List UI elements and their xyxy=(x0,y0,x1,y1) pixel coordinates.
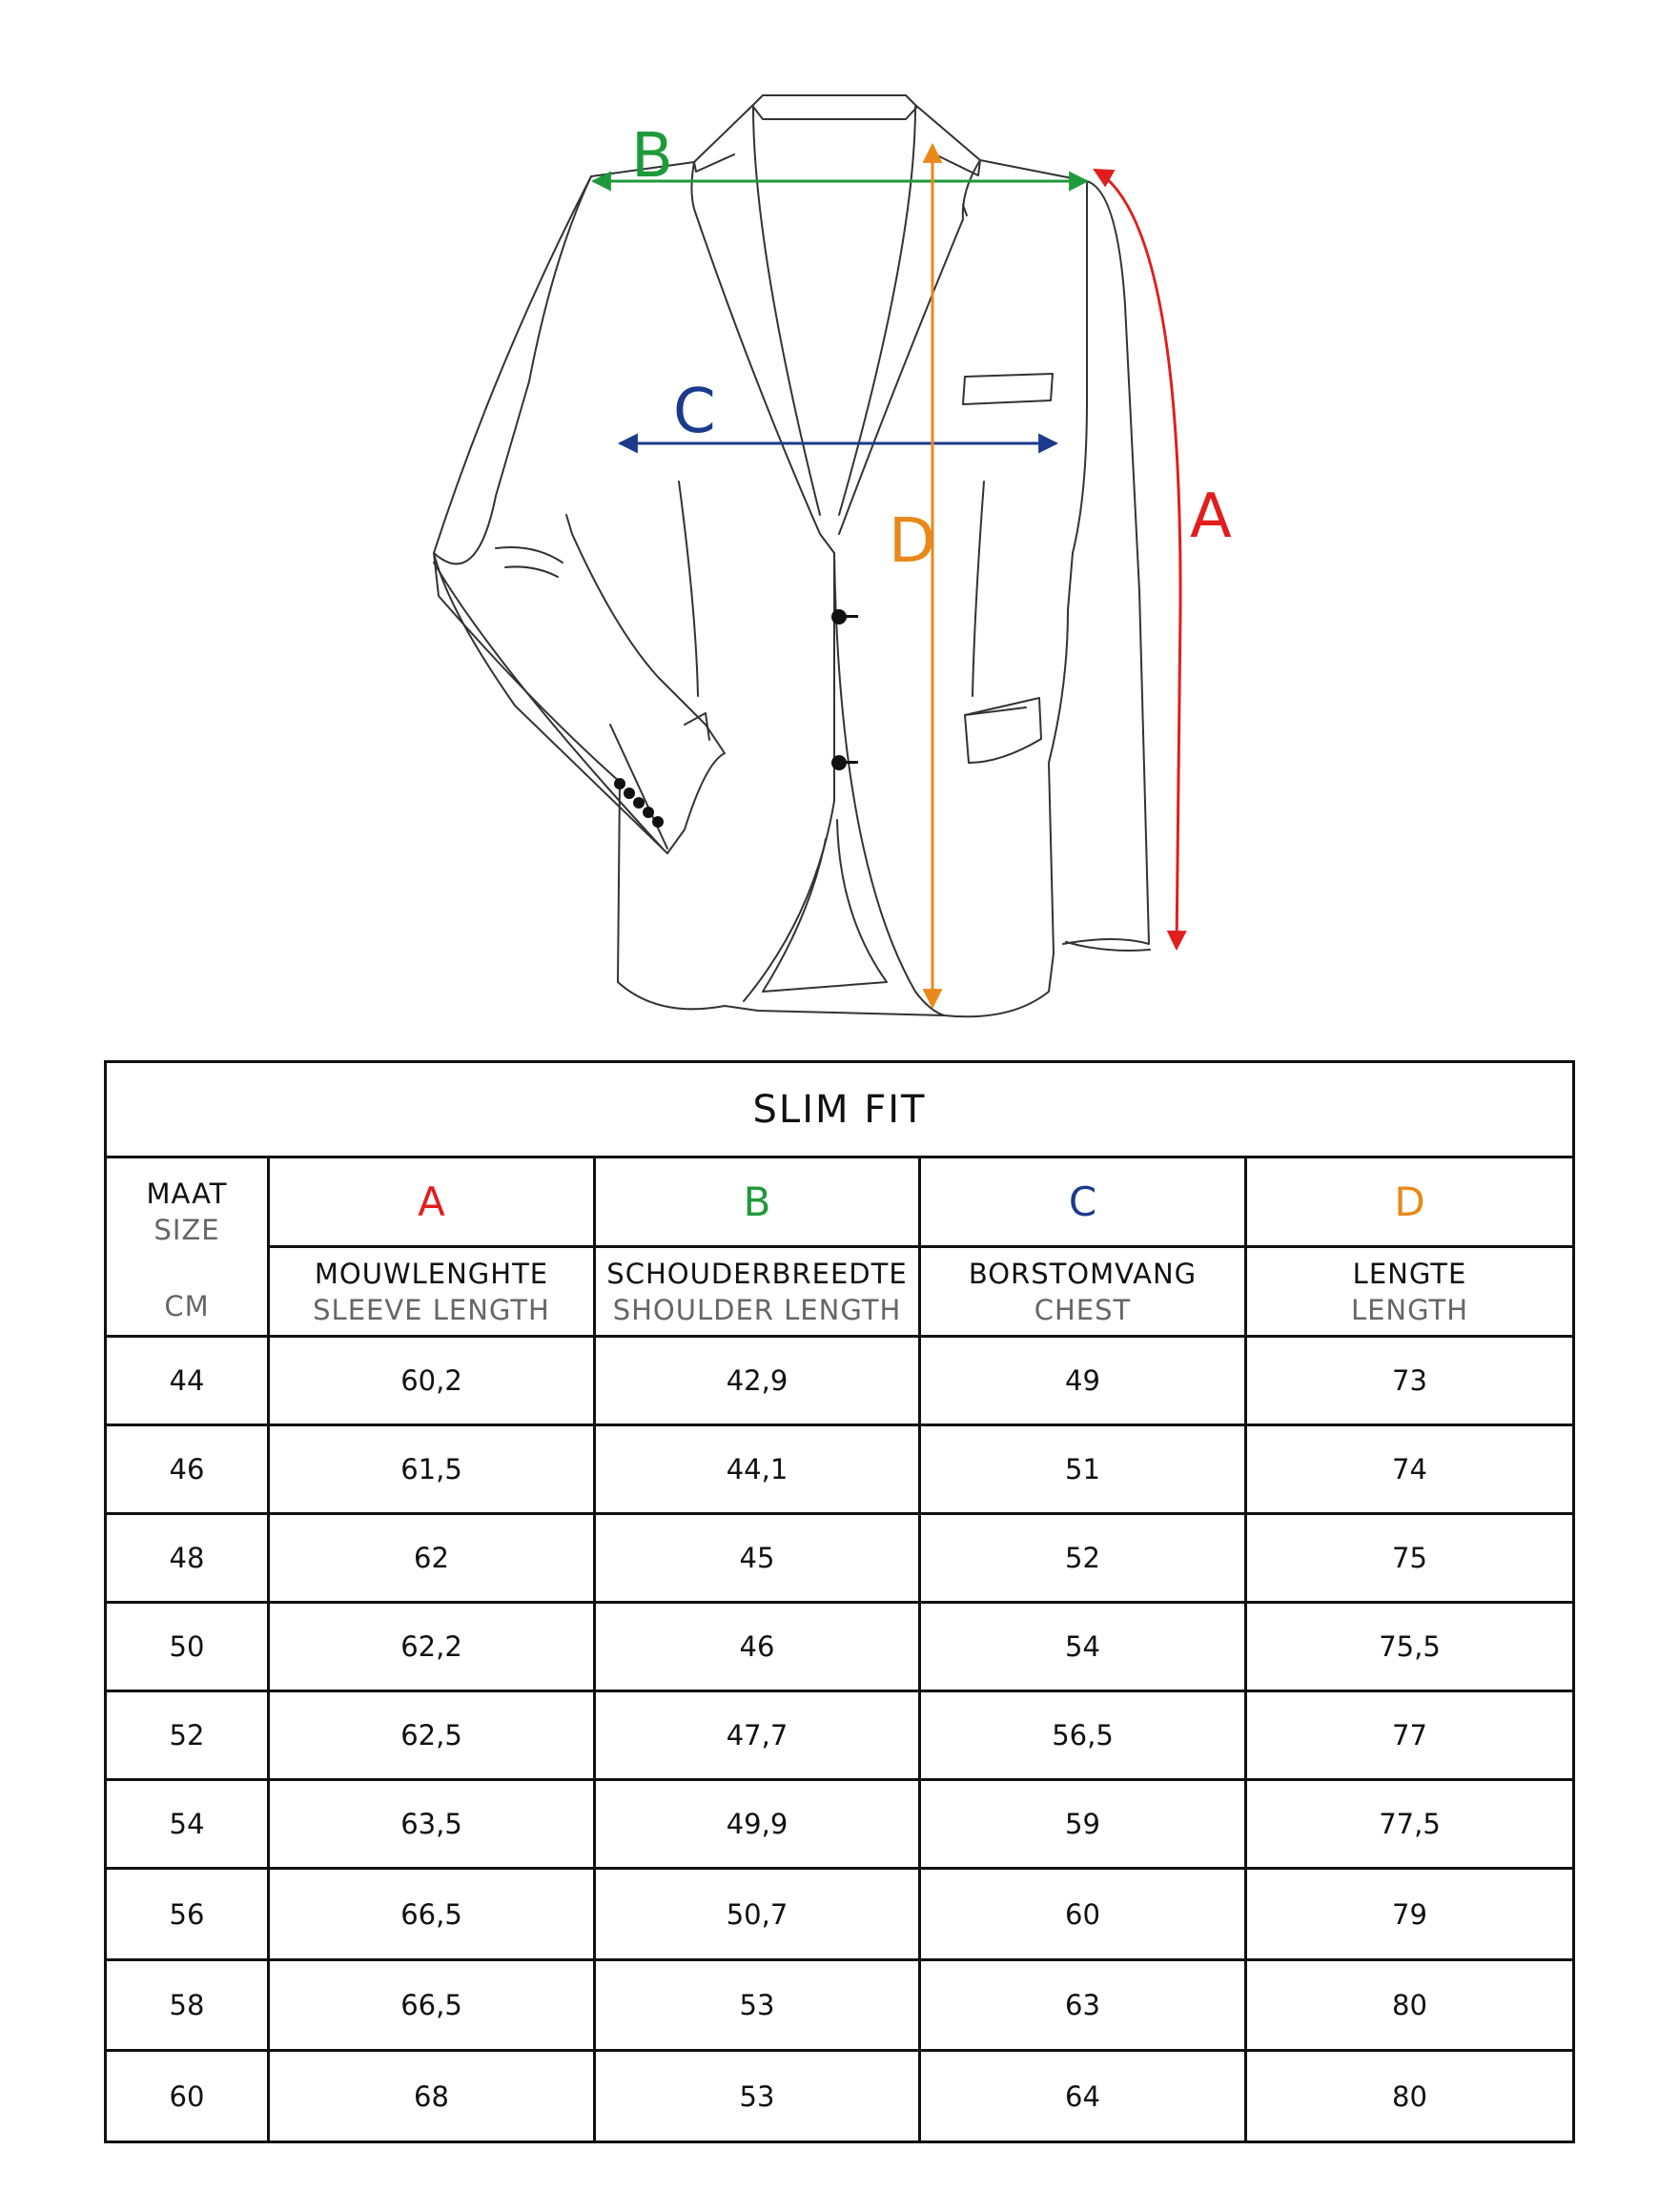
shoulder-length-cell: 44,1 xyxy=(595,1425,920,1514)
table-row xyxy=(106,1960,1574,2051)
shoulder-length-cell: 53 xyxy=(595,2051,920,2142)
column-header-a-en: SLEEVE LENGTH xyxy=(313,1293,550,1326)
table-row xyxy=(106,1514,1574,1603)
column-header-a-nl: MOUWLENGHTE xyxy=(314,1257,549,1290)
length-cell: 79 xyxy=(1246,1869,1574,1960)
size-cell: 56 xyxy=(106,1869,269,1960)
sleeve-length-cell: 66,5 xyxy=(269,1960,595,2051)
table-title: SLIM FIT xyxy=(106,1062,1574,1157)
length-cell: 75 xyxy=(1246,1514,1574,1603)
sleeve-length-cell: 60,2 xyxy=(269,1337,595,1425)
size-cell: 60 xyxy=(106,2051,269,2142)
measure-label-c: C xyxy=(673,377,716,447)
length-cell: 80 xyxy=(1246,1960,1574,2051)
shoulder-length-cell: 53 xyxy=(595,1960,920,2051)
header-name-row xyxy=(106,1247,1574,1337)
length-cell: 74 xyxy=(1246,1425,1574,1514)
jacket-outline xyxy=(434,95,1150,1016)
column-header-c xyxy=(920,1247,1246,1337)
table-title-row xyxy=(106,1062,1574,1157)
chest-cell: 49 xyxy=(920,1337,1246,1425)
chest-cell: 63 xyxy=(920,1960,1246,2051)
size-chart-table xyxy=(104,1060,1575,2143)
column-letter-a: A xyxy=(269,1157,595,1247)
size-header-unit: CM xyxy=(164,1290,210,1322)
size-cell: 50 xyxy=(106,1603,269,1691)
table-row xyxy=(106,1869,1574,1960)
table-row xyxy=(106,1337,1574,1425)
length-cell: 80 xyxy=(1246,2051,1574,2142)
length-cell: 75,5 xyxy=(1246,1603,1574,1691)
sleeve-length-cell: 62,5 xyxy=(269,1691,595,1780)
chest-cell: 64 xyxy=(920,2051,1246,2142)
column-header-c-nl: BORSTOMVANG xyxy=(968,1257,1198,1290)
size-cell: 46 xyxy=(106,1425,269,1514)
table-row xyxy=(106,1425,1574,1514)
size-cell: 54 xyxy=(106,1780,269,1869)
sleeve-length-cell: 66,5 xyxy=(269,1869,595,1960)
chest-cell: 60 xyxy=(920,1869,1246,1960)
column-header-a xyxy=(269,1247,595,1337)
column-header-b-en: SHOULDER LENGTH xyxy=(612,1293,902,1326)
size-cell: 52 xyxy=(106,1691,269,1780)
length-cell: 77 xyxy=(1246,1691,1574,1780)
header-letter-row xyxy=(106,1157,1574,1247)
size-header-en: SIZE xyxy=(154,1214,220,1246)
column-header-d-en: LENGTH xyxy=(1350,1293,1469,1326)
chest-cell: 52 xyxy=(920,1514,1246,1603)
column-header-b-nl: SCHOUDERBREEDTE xyxy=(606,1257,908,1290)
table-row xyxy=(106,1603,1574,1691)
size-cell: 48 xyxy=(106,1514,269,1603)
measure-label-d: D xyxy=(889,506,936,577)
size-header-cell xyxy=(106,1157,269,1337)
sleeve-length-cell: 62,2 xyxy=(269,1603,595,1691)
shoulder-length-cell: 50,7 xyxy=(595,1869,920,1960)
shoulder-length-cell: 42,9 xyxy=(595,1337,920,1425)
size-cell: 44 xyxy=(106,1337,269,1425)
shoulder-length-cell: 46 xyxy=(595,1603,920,1691)
column-header-d-nl: LENGTE xyxy=(1352,1257,1467,1290)
chest-cell: 56,5 xyxy=(920,1691,1246,1780)
shoulder-length-cell: 47,7 xyxy=(595,1691,920,1780)
length-cell: 73 xyxy=(1246,1337,1574,1425)
sleeve-length-cell: 62 xyxy=(269,1514,595,1603)
size-header-nl: MAAT xyxy=(146,1178,228,1210)
jacket-buttons xyxy=(614,609,858,828)
column-header-c-en: CHEST xyxy=(1034,1293,1132,1326)
jacket-measurement-diagram xyxy=(0,0,1659,1039)
shoulder-length-cell: 45 xyxy=(595,1514,920,1603)
length-cell: 77,5 xyxy=(1246,1780,1574,1869)
chest-cell: 59 xyxy=(920,1780,1246,1869)
table-row xyxy=(106,2051,1574,2142)
sleeve-length-cell: 61,5 xyxy=(269,1425,595,1514)
column-header-b xyxy=(595,1247,920,1337)
chest-cell: 51 xyxy=(920,1425,1246,1514)
measure-label-a: A xyxy=(1190,481,1232,552)
size-cell: 58 xyxy=(106,1960,269,2051)
column-letter-b: B xyxy=(595,1157,920,1247)
sleeve-length-cell: 68 xyxy=(269,2051,595,2142)
chest-cell: 54 xyxy=(920,1603,1246,1691)
shoulder-length-cell: 49,9 xyxy=(595,1780,920,1869)
jacket-illustration xyxy=(0,0,1659,1039)
sleeve-length-cell: 63,5 xyxy=(269,1780,595,1869)
table-row xyxy=(106,1780,1574,1869)
column-header-d xyxy=(1246,1247,1574,1337)
table-row xyxy=(106,1691,1574,1780)
column-letter-c: C xyxy=(920,1157,1246,1247)
column-letter-d: D xyxy=(1246,1157,1574,1247)
measure-label-b: B xyxy=(631,121,673,192)
